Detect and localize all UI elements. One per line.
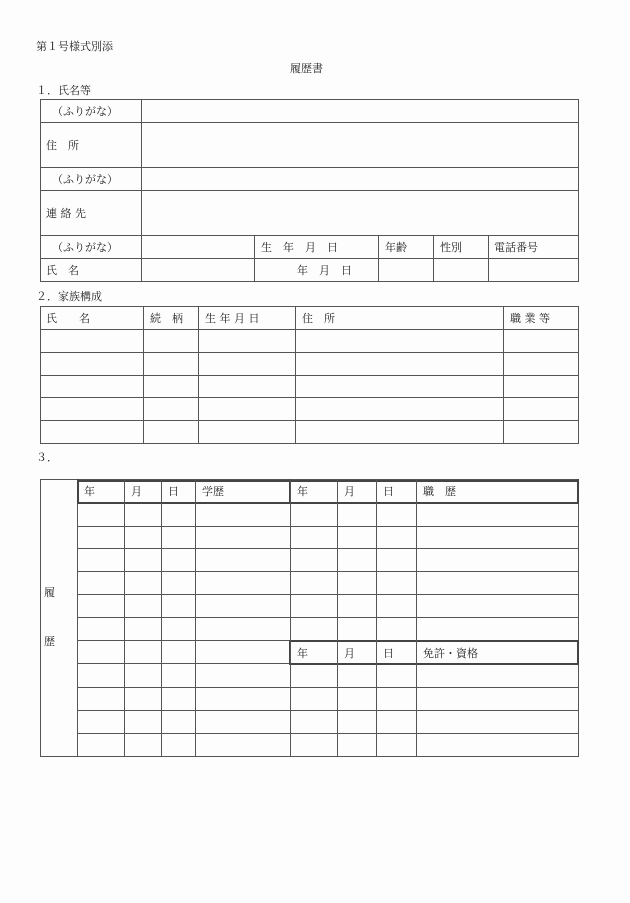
education-day-cell[interactable] (162, 735, 195, 756)
edu-col-day: 日 (168, 485, 179, 498)
work-month-cell[interactable] (338, 504, 376, 526)
education-month-cell[interactable] (125, 504, 161, 526)
form-number: 第１号様式別添 (36, 40, 113, 53)
work-detail-cell[interactable] (417, 528, 578, 548)
education-month-cell[interactable] (125, 642, 161, 663)
family-relation-cell[interactable] (144, 398, 198, 420)
license-col-year: 年 (297, 647, 308, 660)
side-label-reki: 歴 (44, 635, 55, 648)
education-detail-cell[interactable] (196, 550, 290, 571)
family-name-cell[interactable] (41, 376, 143, 397)
family-col-relation: 続 柄 (150, 312, 183, 325)
work-detail-cell[interactable] (417, 550, 578, 571)
family-relation-cell[interactable] (144, 330, 198, 352)
license-month-cell[interactable] (338, 689, 376, 710)
education-year-cell[interactable] (78, 712, 124, 733)
education-year-cell[interactable] (78, 689, 124, 710)
work-day-cell[interactable] (377, 619, 416, 640)
license-detail-cell[interactable] (417, 735, 578, 756)
education-detail-cell[interactable] (196, 504, 290, 526)
family-occupation-cell[interactable] (504, 398, 578, 420)
label-furigana-name: （ふりがな） (52, 241, 118, 254)
family-relation-cell[interactable] (144, 353, 198, 375)
work-year-cell[interactable] (291, 504, 337, 526)
work-col-career: 職 歴 (423, 485, 456, 498)
age-field[interactable] (379, 259, 433, 281)
edu-col-month: 月 (131, 485, 142, 498)
education-month-cell[interactable] (125, 619, 161, 640)
label-contact: 連 絡 先 (46, 207, 86, 220)
education-detail-cell[interactable] (196, 712, 290, 733)
work-year-cell[interactable] (291, 550, 337, 571)
family-address-cell[interactable] (296, 398, 503, 420)
address-furigana-field[interactable] (142, 100, 578, 122)
family-address-cell[interactable] (296, 421, 503, 443)
license-col-month: 月 (344, 647, 355, 660)
label-phone: 電話番号 (494, 241, 538, 254)
family-birthdate-cell[interactable] (199, 330, 295, 352)
work-day-cell[interactable] (377, 550, 416, 571)
license-month-cell[interactable] (338, 665, 376, 687)
family-birthdate-cell[interactable] (199, 398, 295, 420)
education-year-cell[interactable] (78, 665, 124, 687)
work-detail-cell[interactable] (417, 504, 578, 526)
work-day-cell[interactable] (377, 528, 416, 548)
license-year-cell[interactable] (291, 665, 337, 687)
name-furigana-field[interactable] (142, 236, 254, 258)
education-day-cell[interactable] (162, 665, 195, 687)
education-month-cell[interactable] (125, 550, 161, 571)
family-address-cell[interactable] (296, 330, 503, 352)
work-month-cell[interactable] (338, 573, 376, 594)
work-detail-cell[interactable] (417, 596, 578, 617)
license-day-cell[interactable] (377, 689, 416, 710)
education-day-cell[interactable] (162, 504, 195, 526)
contact-field[interactable] (142, 191, 578, 235)
work-col-month: 月 (344, 485, 355, 498)
education-month-cell[interactable] (125, 528, 161, 548)
work-month-cell[interactable] (338, 596, 376, 617)
education-month-cell[interactable] (125, 712, 161, 733)
education-year-cell[interactable] (78, 573, 124, 594)
license-day-cell[interactable] (377, 665, 416, 687)
family-col-address: 住 所 (302, 312, 335, 325)
family-relation-cell[interactable] (144, 421, 198, 443)
education-day-cell[interactable] (162, 550, 195, 571)
family-col-birthdate: 生 年 月 日 (205, 312, 260, 325)
address-field[interactable] (142, 123, 578, 167)
education-month-cell[interactable] (125, 573, 161, 594)
education-year-cell[interactable] (78, 550, 124, 571)
work-detail-cell[interactable] (417, 619, 578, 640)
license-detail-cell[interactable] (417, 665, 578, 687)
license-year-cell[interactable] (291, 689, 337, 710)
family-col-name: 氏 名 (46, 312, 90, 325)
work-col-year: 年 (297, 485, 308, 498)
education-year-cell[interactable] (78, 735, 124, 756)
education-day-cell[interactable] (162, 689, 195, 710)
phone-field[interactable] (489, 259, 578, 281)
education-month-cell[interactable] (125, 735, 161, 756)
education-detail-cell[interactable] (196, 689, 290, 710)
education-day-cell[interactable] (162, 712, 195, 733)
education-year-cell[interactable] (78, 642, 124, 663)
license-col-qualification: 免許・資格 (423, 647, 478, 660)
education-detail-cell[interactable] (196, 619, 290, 640)
birthdate-field[interactable] (255, 259, 378, 281)
work-year-cell[interactable] (291, 596, 337, 617)
education-detail-cell[interactable] (196, 735, 290, 756)
license-month-cell[interactable] (338, 712, 376, 733)
family-address-cell[interactable] (296, 376, 503, 397)
family-address-cell[interactable] (296, 353, 503, 375)
family-name-cell[interactable] (41, 421, 143, 443)
work-day-cell[interactable] (377, 573, 416, 594)
education-day-cell[interactable] (162, 573, 195, 594)
family-occupation-cell[interactable] (504, 376, 578, 397)
license-detail-cell[interactable] (417, 689, 578, 710)
section3-heading: ３． (36, 451, 58, 464)
education-detail-cell[interactable] (196, 596, 290, 617)
license-year-cell[interactable] (291, 712, 337, 733)
education-year-cell[interactable] (78, 619, 124, 640)
label-age: 年齢 (385, 241, 407, 254)
education-month-cell[interactable] (125, 689, 161, 710)
family-name-cell[interactable] (41, 398, 143, 420)
family-col-occupation: 職 業 等 (510, 312, 550, 325)
education-month-cell[interactable] (125, 665, 161, 687)
family-occupation-cell[interactable] (504, 421, 578, 443)
education-year-cell[interactable] (78, 528, 124, 548)
label-name: 氏 名 (46, 264, 79, 277)
work-day-cell[interactable] (377, 596, 416, 617)
label-gender: 性別 (440, 241, 462, 254)
edu-col-year: 年 (84, 485, 95, 498)
work-month-cell[interactable] (338, 619, 376, 640)
license-day-cell[interactable] (377, 712, 416, 733)
family-birthdate-cell[interactable] (199, 421, 295, 443)
education-detail-cell[interactable] (196, 665, 290, 687)
license-day-cell[interactable] (377, 735, 416, 756)
work-day-cell[interactable] (377, 504, 416, 526)
family-name-cell[interactable] (41, 353, 143, 375)
section2-heading: ２．家族構成 (36, 290, 102, 303)
family-occupation-cell[interactable] (504, 353, 578, 375)
education-detail-cell[interactable] (196, 642, 290, 663)
education-detail-cell[interactable] (196, 573, 290, 594)
work-month-cell[interactable] (338, 528, 376, 548)
education-detail-cell[interactable] (196, 528, 290, 548)
work-col-day: 日 (383, 485, 394, 498)
label-address: 住 所 (46, 139, 79, 152)
education-year-cell[interactable] (78, 504, 124, 526)
label-birthdate: 生 年 月 日 (261, 241, 338, 254)
family-birthdate-cell[interactable] (199, 376, 295, 397)
education-day-cell[interactable] (162, 619, 195, 640)
work-year-cell[interactable] (291, 528, 337, 548)
education-day-cell[interactable] (162, 642, 195, 663)
name-field[interactable] (142, 259, 254, 281)
family-relation-cell[interactable] (144, 376, 198, 397)
family-occupation-cell[interactable] (504, 330, 578, 352)
license-col-day: 日 (383, 647, 394, 660)
label-furigana-contact: （ふりがな） (52, 173, 118, 186)
edu-col-education: 学歴 (202, 485, 224, 498)
family-name-cell[interactable] (41, 330, 143, 352)
work-detail-cell[interactable] (417, 573, 578, 594)
work-month-cell[interactable] (338, 550, 376, 571)
page-title: 履歴書 (290, 62, 323, 75)
section1-heading: １．氏名等 (36, 84, 91, 97)
family-birthdate-cell[interactable] (199, 353, 295, 375)
license-detail-cell[interactable] (417, 712, 578, 733)
education-month-cell[interactable] (125, 596, 161, 617)
gender-field[interactable] (434, 259, 488, 281)
education-year-cell[interactable] (78, 596, 124, 617)
label-furigana-address: （ふりがな） (52, 105, 118, 118)
contact-furigana-field[interactable] (142, 168, 578, 190)
work-year-cell[interactable] (291, 573, 337, 594)
work-year-cell[interactable] (291, 619, 337, 640)
birthdate-placeholder: 年 月 日 (297, 264, 352, 277)
education-day-cell[interactable] (162, 596, 195, 617)
license-month-cell[interactable] (338, 735, 376, 756)
license-year-cell[interactable] (291, 735, 337, 756)
education-day-cell[interactable] (162, 528, 195, 548)
side-label-ri: 履 (44, 586, 55, 599)
